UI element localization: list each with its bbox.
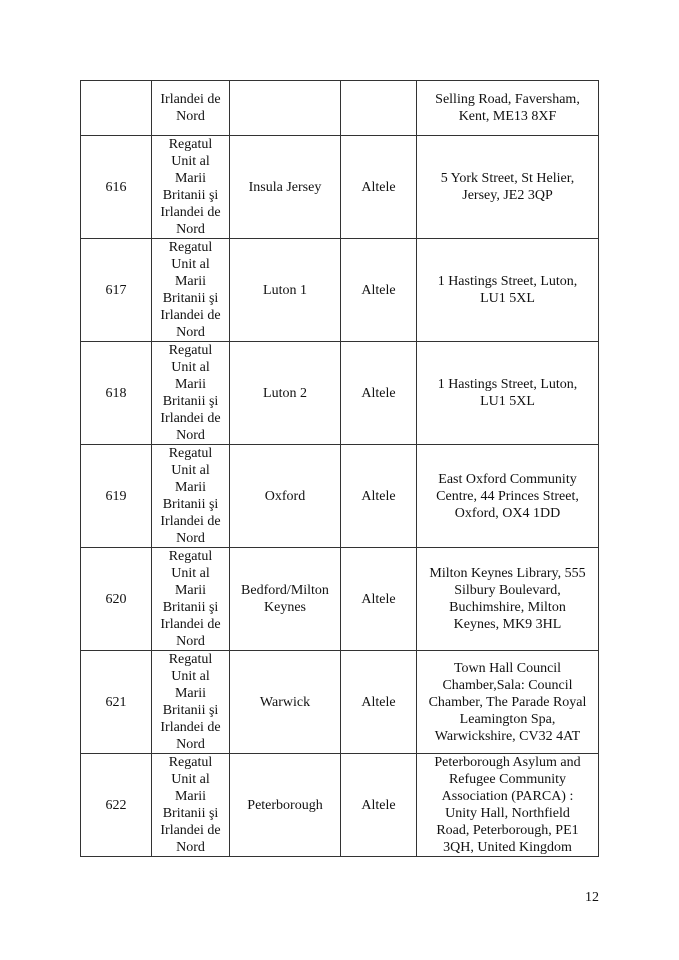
- country-cell: Regatul Unit al Marii Britanii şi Irlandei de Nord: [152, 239, 230, 342]
- country-cell: Regatul Unit al Marii Britanii şi Irlandei de Nord: [152, 136, 230, 239]
- address-cell: Milton Keynes Library, 555 Silbury Boulevard, Buchimshire, Milton Keynes, MK9 3HL: [417, 548, 599, 651]
- page-number: 12: [585, 890, 599, 905]
- address-cell: East Oxford Community Centre, 44 Princes Street, Oxford, OX4 1DD: [417, 445, 599, 548]
- address-cell: 1 Hastings Street, Luton, LU1 5XL: [417, 342, 599, 445]
- table-row: [81, 445, 599, 548]
- polling-stations-table: [80, 80, 599, 857]
- country-cell: Irlandei de Nord: [152, 81, 230, 136]
- city-cell: Luton 1: [230, 239, 341, 342]
- country-cell: Regatul Unit al Marii Britanii şi Irlandei de Nord: [152, 651, 230, 754]
- row-number-cell: [81, 81, 152, 136]
- address-cell: Peterborough Asylum and Refugee Community Association (PARCA) : Unity Hall, Northfield Road, Peterborough, PE1 3QH, United Kingdom: [417, 754, 599, 857]
- type-cell: Altele: [341, 445, 417, 548]
- type-cell: Altele: [341, 136, 417, 239]
- address-cell: Town Hall Council Chamber,Sala: Council Chamber, The Parade Royal Leamington Spa, Warwickshire, CV32 4AT: [417, 651, 599, 754]
- city-cell: [230, 81, 341, 136]
- city-cell: Warwick: [230, 651, 341, 754]
- city-cell: Insula Jersey: [230, 136, 341, 239]
- address-cell: 1 Hastings Street, Luton, LU1 5XL: [417, 239, 599, 342]
- type-cell: Altele: [341, 548, 417, 651]
- type-cell: Altele: [341, 651, 417, 754]
- type-cell: Altele: [341, 239, 417, 342]
- table-body: [81, 81, 599, 857]
- city-cell: Bedford/Milton Keynes: [230, 548, 341, 651]
- type-cell: Altele: [341, 754, 417, 857]
- table-row: [81, 548, 599, 651]
- type-cell: Altele: [341, 342, 417, 445]
- city-cell: Oxford: [230, 445, 341, 548]
- table-row: [81, 754, 599, 857]
- table-row: [81, 136, 599, 239]
- country-cell: Regatul Unit al Marii Britanii şi Irlandei de Nord: [152, 754, 230, 857]
- row-number-cell: 619: [81, 445, 152, 548]
- address-cell: 5 York Street, St Helier, Jersey, JE2 3QP: [417, 136, 599, 239]
- country-cell: Regatul Unit al Marii Britanii şi Irlandei de Nord: [152, 445, 230, 548]
- row-number-cell: 618: [81, 342, 152, 445]
- city-cell: Luton 2: [230, 342, 341, 445]
- city-cell: Peterborough: [230, 754, 341, 857]
- row-number-cell: 617: [81, 239, 152, 342]
- table-row: [81, 81, 599, 136]
- row-number-cell: 621: [81, 651, 152, 754]
- type-cell: [341, 81, 417, 136]
- row-number-cell: 616: [81, 136, 152, 239]
- country-cell: Regatul Unit al Marii Britanii şi Irlandei de Nord: [152, 548, 230, 651]
- table-row: [81, 651, 599, 754]
- table-row: [81, 239, 599, 342]
- address-cell: Selling Road, Faversham, Kent, ME13 8XF: [417, 81, 599, 136]
- table-row: [81, 342, 599, 445]
- country-cell: Regatul Unit al Marii Britanii şi Irlandei de Nord: [152, 342, 230, 445]
- row-number-cell: 620: [81, 548, 152, 651]
- row-number-cell: 622: [81, 754, 152, 857]
